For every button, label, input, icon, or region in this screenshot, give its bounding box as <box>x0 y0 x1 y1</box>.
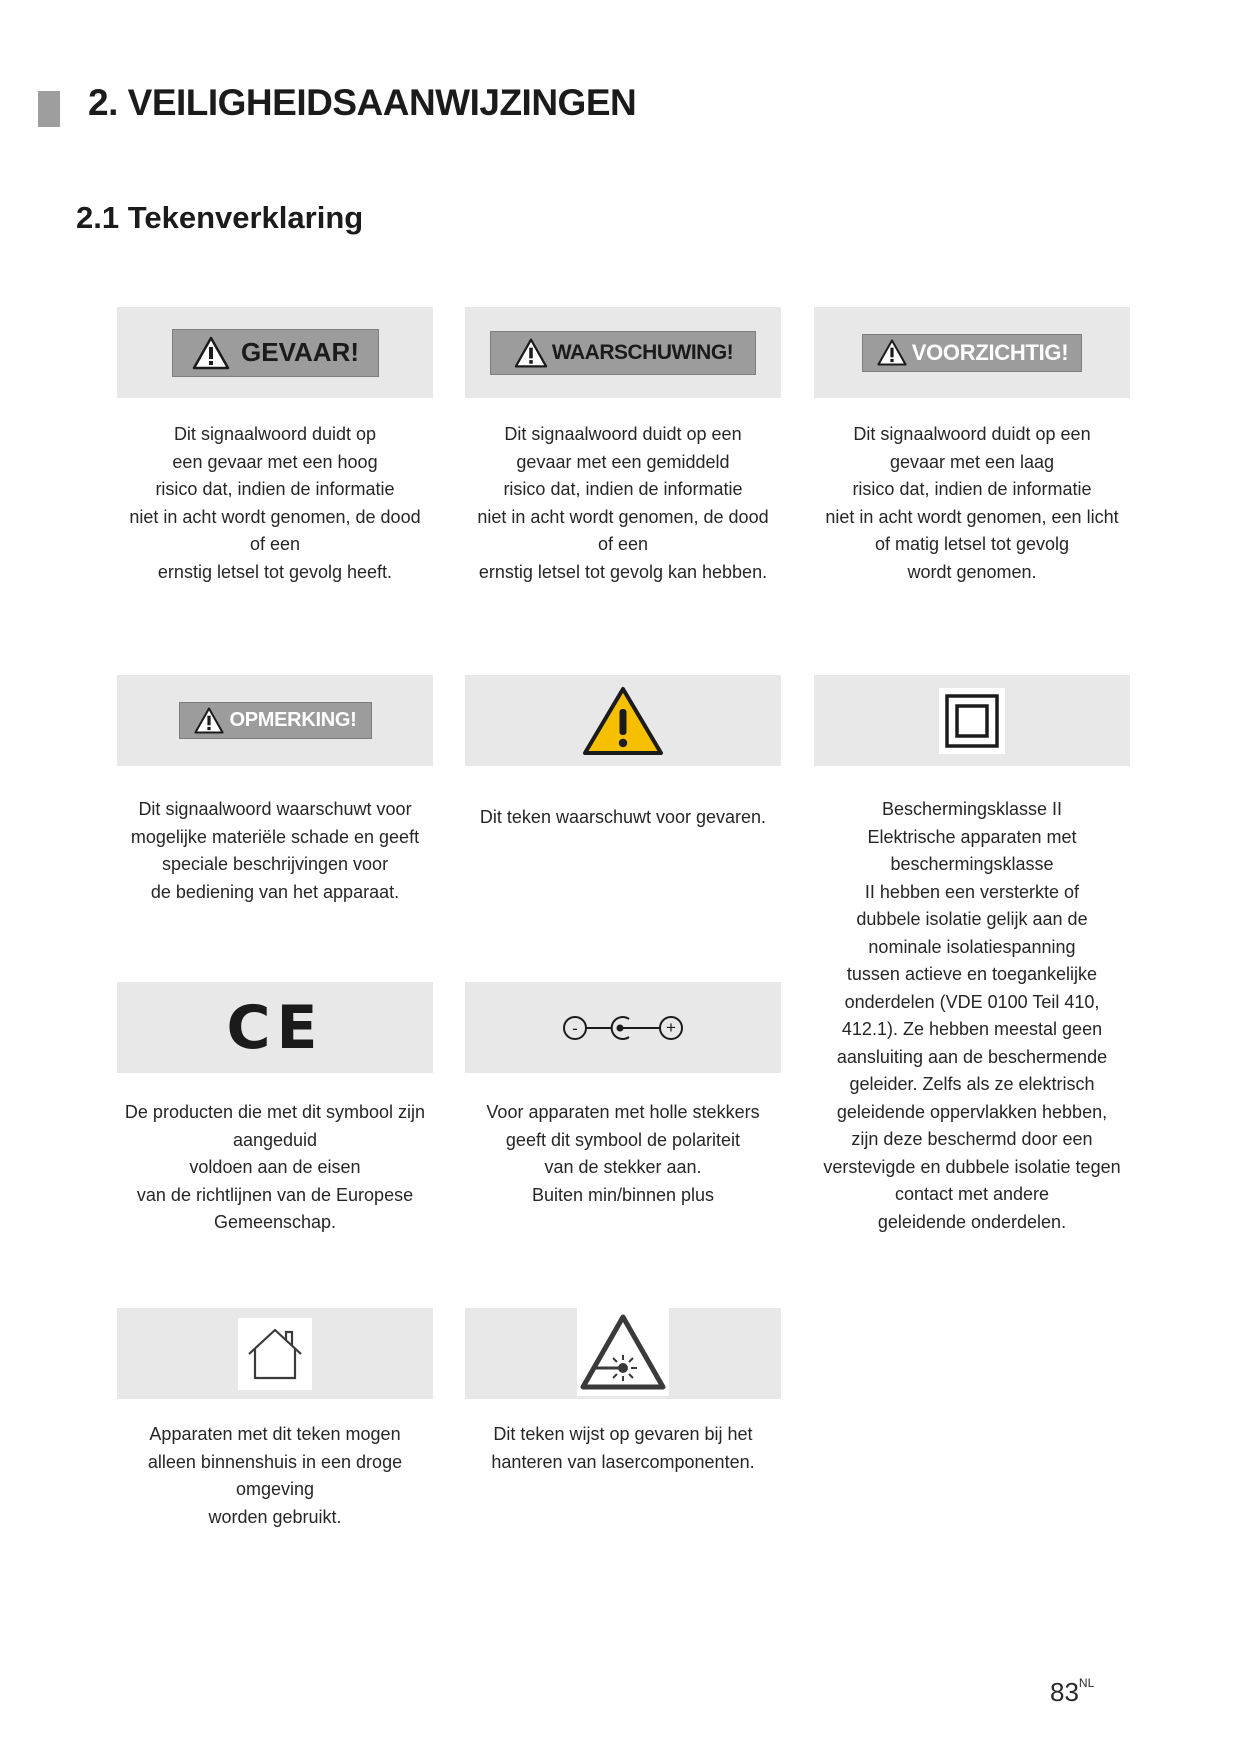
title-marker <box>38 91 60 127</box>
desc-line: of matig letsel tot gevolg <box>874 534 1070 554</box>
indoor-description <box>115 1421 435 1531</box>
hazard-warning-icon <box>581 685 665 757</box>
language-code: NL <box>1078 1676 1095 1691</box>
warning-label: WAARSCHUWING! <box>551 340 734 364</box>
caution-description <box>812 421 1132 586</box>
class2-description <box>812 796 1132 1236</box>
desc-line: ernstig letsel tot gevolg heeft. <box>157 561 393 582</box>
desc-line: niet in acht wordt genomen, de dood <box>477 506 769 527</box>
desc-line: verstevigde en dubbele isolatie tegen <box>823 1156 1121 1177</box>
desc-line: geeft dit symbool de polariteit <box>505 1129 741 1150</box>
desc-line: Buiten min/binnen plus <box>531 1184 715 1205</box>
indoor-icon-box <box>238 1318 312 1390</box>
desc-line: Dit signaalwoord duidt op een <box>504 424 742 444</box>
desc-line: gevaar met een gemiddeld <box>516 451 730 472</box>
desc-line: onderdelen (VDE 0100 Teil 410, <box>844 991 1100 1012</box>
desc-line: nominale isolatiespanning <box>868 936 1076 957</box>
desc-line: Gemeenschap. <box>213 1212 337 1232</box>
minus-sign: - <box>572 1018 578 1038</box>
desc-line: Dit signaalwoord duidt op <box>173 424 377 444</box>
desc-line: beschermingsklasse <box>890 854 1054 874</box>
danger-panel <box>117 307 433 398</box>
house-icon <box>243 1324 307 1384</box>
desc-line: worden gebruikt. <box>208 1506 342 1527</box>
desc-line: geleider. Zelfs als ze elektrisch <box>849 1074 1095 1094</box>
desc-line: de bediening van het apparaat. <box>150 881 400 902</box>
polarity-description <box>463 1099 783 1209</box>
indoor-panel <box>117 1308 433 1399</box>
note-label: OPMERKING! <box>229 709 357 731</box>
danger-label: GEVAAR! <box>241 337 359 367</box>
desc-line: of een <box>249 534 301 554</box>
ce-mark-icon: CE <box>226 992 324 1063</box>
desc-line: hanteren van lasercomponenten. <box>491 1451 755 1472</box>
warning-sign <box>490 331 756 375</box>
desc-line: 412.1). Ze hebben meestal geen <box>841 1019 1103 1039</box>
desc-line: wordt genomen. <box>907 561 1037 582</box>
warning-triangle-icon <box>191 335 231 371</box>
class2-icon-box <box>939 688 1005 754</box>
desc-line: contact met andere <box>894 1184 1050 1204</box>
desc-line: aansluiting aan de beschermende <box>836 1046 1108 1067</box>
caution-panel <box>814 307 1130 398</box>
desc-line: dubbele isolatie gelijk aan de <box>856 909 1088 929</box>
polarity-panel <box>465 982 781 1073</box>
desc-line: geleidende oppervlakken hebben, <box>836 1101 1108 1122</box>
desc-line: geleidende onderdelen. <box>877 1211 1067 1232</box>
desc-line: Voor apparaten met holle stekkers <box>486 1102 760 1122</box>
desc-line: Beschermingsklasse II <box>881 799 1063 819</box>
desc-line: Dit teken waarschuwt voor gevaren. <box>479 807 767 827</box>
hazard-panel <box>465 675 781 766</box>
laser-warning-icon <box>579 1313 667 1391</box>
desc-line: van de richtlijnen van de Europese <box>136 1184 414 1205</box>
danger-sign <box>172 329 379 377</box>
ce-panel <box>117 982 433 1073</box>
page-number-value: 83 <box>1050 1677 1079 1707</box>
desc-line: omgeving <box>235 1479 315 1499</box>
laser-icon-box <box>577 1308 669 1396</box>
desc-line: of een <box>597 534 649 554</box>
caution-label: VOORZICHTIG! <box>911 339 1069 365</box>
desc-line: gevaar met een laag <box>889 451 1055 472</box>
hazard-description <box>463 804 783 832</box>
desc-line: aangeduid <box>232 1129 318 1150</box>
polarity-icon <box>561 1008 685 1048</box>
warning-panel <box>465 307 781 398</box>
desc-line: van de stekker aan. <box>544 1157 702 1177</box>
desc-line: Dit signaalwoord duidt op een <box>853 424 1091 444</box>
desc-line: niet in acht wordt genomen, de dood <box>129 506 421 527</box>
desc-line: mogelijke materiële schade en geeft <box>130 826 420 847</box>
desc-line: risico dat, indien de informatie <box>852 479 1092 499</box>
desc-line: De producten die met dit symbool zijn <box>124 1102 426 1122</box>
desc-line: Apparaten met dit teken mogen <box>149 1424 401 1444</box>
warning-description <box>463 421 783 586</box>
plus-sign: + <box>666 1017 676 1037</box>
desc-line: risico dat, indien de informatie <box>155 479 395 499</box>
warning-triangle-icon <box>513 337 549 369</box>
desc-line: tussen actieve en toegankelijke <box>846 964 1098 984</box>
note-description <box>115 796 435 906</box>
class2-panel <box>814 675 1130 766</box>
danger-description <box>115 421 435 586</box>
section-title: 2.1 Tekenverklaring <box>76 200 364 235</box>
desc-line: Elektrische apparaten met <box>867 826 1077 847</box>
caution-sign <box>862 334 1082 372</box>
page-title: 2. VEILIGHEIDSAANWIJZINGEN <box>88 82 637 123</box>
desc-line: speciale beschrijvingen voor <box>161 854 389 874</box>
desc-line: een gevaar met een hoog <box>172 451 378 472</box>
desc-line: risico dat, indien de informatie <box>503 479 743 499</box>
desc-line: ernstig letsel tot gevolg kan hebben. <box>478 561 768 582</box>
laser-panel <box>465 1308 781 1399</box>
desc-line: alleen binnenshuis in een droge <box>147 1451 403 1472</box>
desc-line: II hebben een versterkte of <box>864 881 1080 902</box>
page-number <box>1050 1677 1094 1708</box>
desc-line: voldoen aan de eisen <box>189 1157 361 1177</box>
warning-triangle-icon <box>193 706 225 735</box>
desc-line: niet in acht wordt genomen, een licht <box>825 506 1119 527</box>
ce-description <box>115 1099 435 1237</box>
desc-line: Dit signaalwoord waarschuwt voor <box>138 799 412 819</box>
desc-line: zijn deze beschermd door een <box>851 1129 1093 1149</box>
note-sign <box>179 702 372 739</box>
note-panel <box>117 675 433 766</box>
desc-line: Dit teken wijst op gevaren bij het <box>493 1424 753 1444</box>
laser-description <box>463 1421 783 1476</box>
double-insulation-icon <box>944 693 1000 749</box>
warning-triangle-icon <box>876 338 908 367</box>
